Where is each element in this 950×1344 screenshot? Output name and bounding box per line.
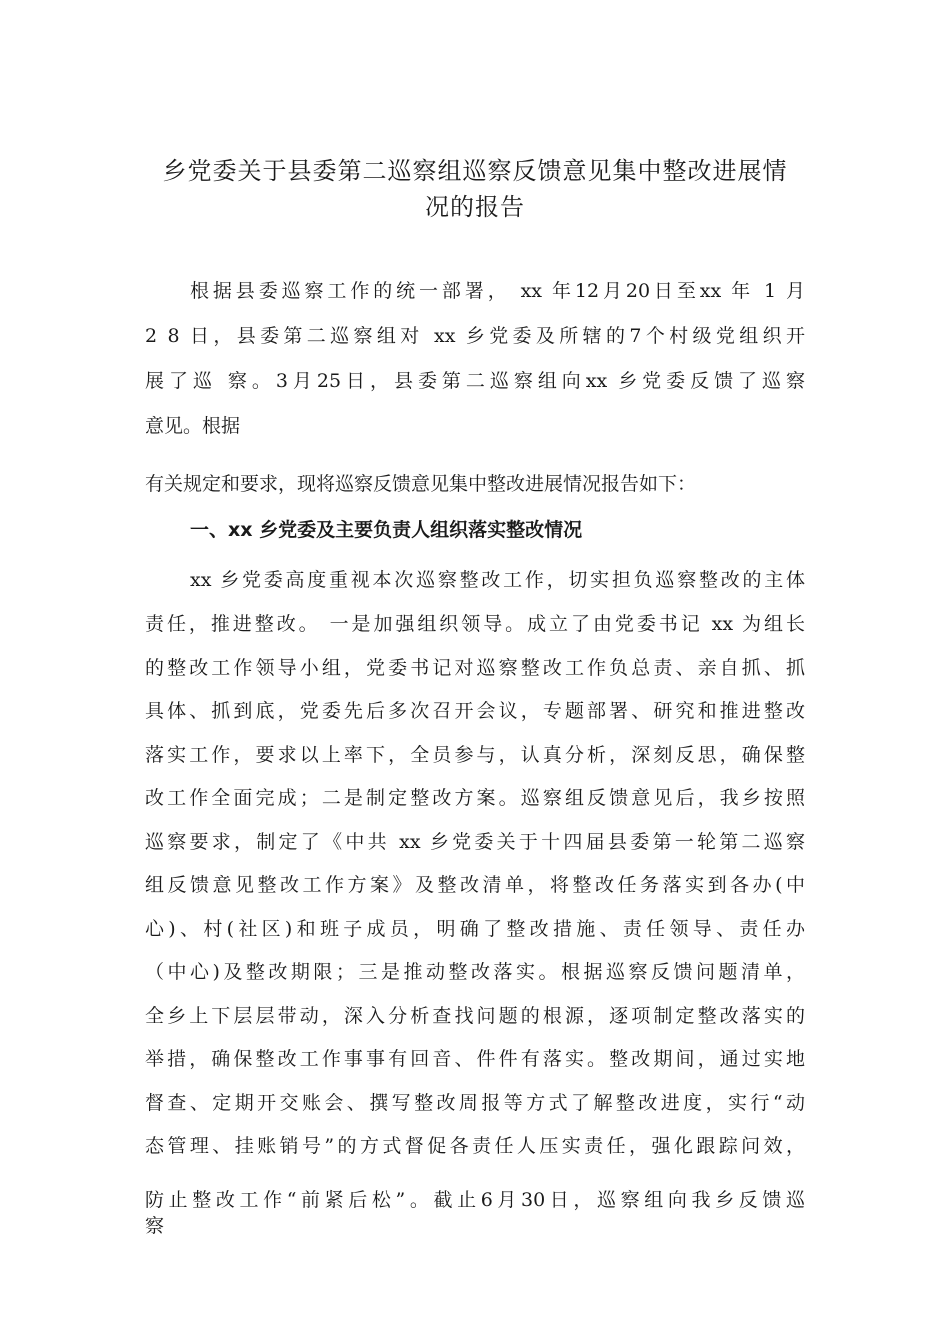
paragraph-3-line-11: 全乡上下层层带动，深入分析查找问题的根源，逐项制定整改落实的 xyxy=(145,1005,805,1027)
document-title-line-2: 况的报告 xyxy=(425,193,525,221)
paragraph-3-line-13: 督查、定期开交账会、撰写整改周报等方式了解整改进度，实行“动 xyxy=(145,1092,805,1114)
paragraph-1-line-4: 意见。根据 xyxy=(145,415,241,437)
paragraph-3-line-12: 举措，确保整改工作事事有回音、件件有落实。整改期间，通过实地 xyxy=(145,1048,805,1070)
section-heading-1: 一、xx 乡党委及主要负责人组织落实整改情况 xyxy=(190,519,583,541)
paragraph-3-line-2: 责任，推进整改。 一是加强组织领导。成立了由党委书记 xx 为组长 xyxy=(145,613,805,635)
paragraph-2-line-1: 有关规定和要求，现将巡察反馈意见集中整改进展情况报告如下： xyxy=(145,473,697,495)
paragraph-3-line-6: 改工作全面完成；二是制定整改方案。巡察组反馈意见后，我乡按照 xyxy=(145,787,805,809)
paragraph-3-line-8: 组反馈意见整改工作方案》及整改清单，将整改任务落实到各办(中 xyxy=(145,874,805,896)
paragraph-3-line-7: 巡察要求，制定了《中共 xx 乡党委关于十四届县委第一轮第二巡察 xyxy=(145,831,805,853)
document-title-line-1: 乡党委关于县委第二巡察组巡察反馈意见集中整改进展情 xyxy=(162,157,788,185)
paragraph-4-line-2: 察 xyxy=(145,1215,165,1237)
paragraph-3-line-14: 态管理、挂账销号”的方式督促各责任人压实责任，强化跟踪问效， xyxy=(145,1135,805,1157)
paragraph-1-line-1: 根据县委巡察工作的统一部署， xx 年12月20日至xx 年 1 月 xyxy=(190,280,805,302)
paragraph-1-line-2: 2 8 日，县委第二巡察组对 xx 乡党委及所辖的7个村级党组织开 xyxy=(145,325,805,347)
paragraph-3-line-9: 心)、村(社区)和班子成员，明确了整改措施、责任领导、责任办 xyxy=(145,918,805,940)
paragraph-3-line-3: 的整改工作领导小组，党委书记对巡察整改工作负总责、亲自抓、抓 xyxy=(145,657,805,679)
paragraph-3-line-1: xx 乡党委高度重视本次巡察整改工作，切实担负巡察整改的主体 xyxy=(190,569,805,591)
paragraph-3-line-5: 落实工作，要求以上率下，全员参与，认真分析，深刻反思，确保整 xyxy=(145,744,805,766)
paragraph-1-line-3: 展了巡 察。3月25日，县委第二巡察组向xx 乡党委反馈了巡察 xyxy=(145,370,805,392)
paragraph-4-line-1: 防止整改工作“前紧后松”。截止6月30日，巡察组向我乡反馈巡 xyxy=(145,1189,805,1211)
paragraph-3-line-4: 具体、抓到底，党委先后多次召开会议，专题部署、研究和推进整改 xyxy=(145,700,805,722)
paragraph-3-line-10: （中心)及整改期限；三是推动整改落实。根据巡察反馈问题清单， xyxy=(145,961,805,983)
